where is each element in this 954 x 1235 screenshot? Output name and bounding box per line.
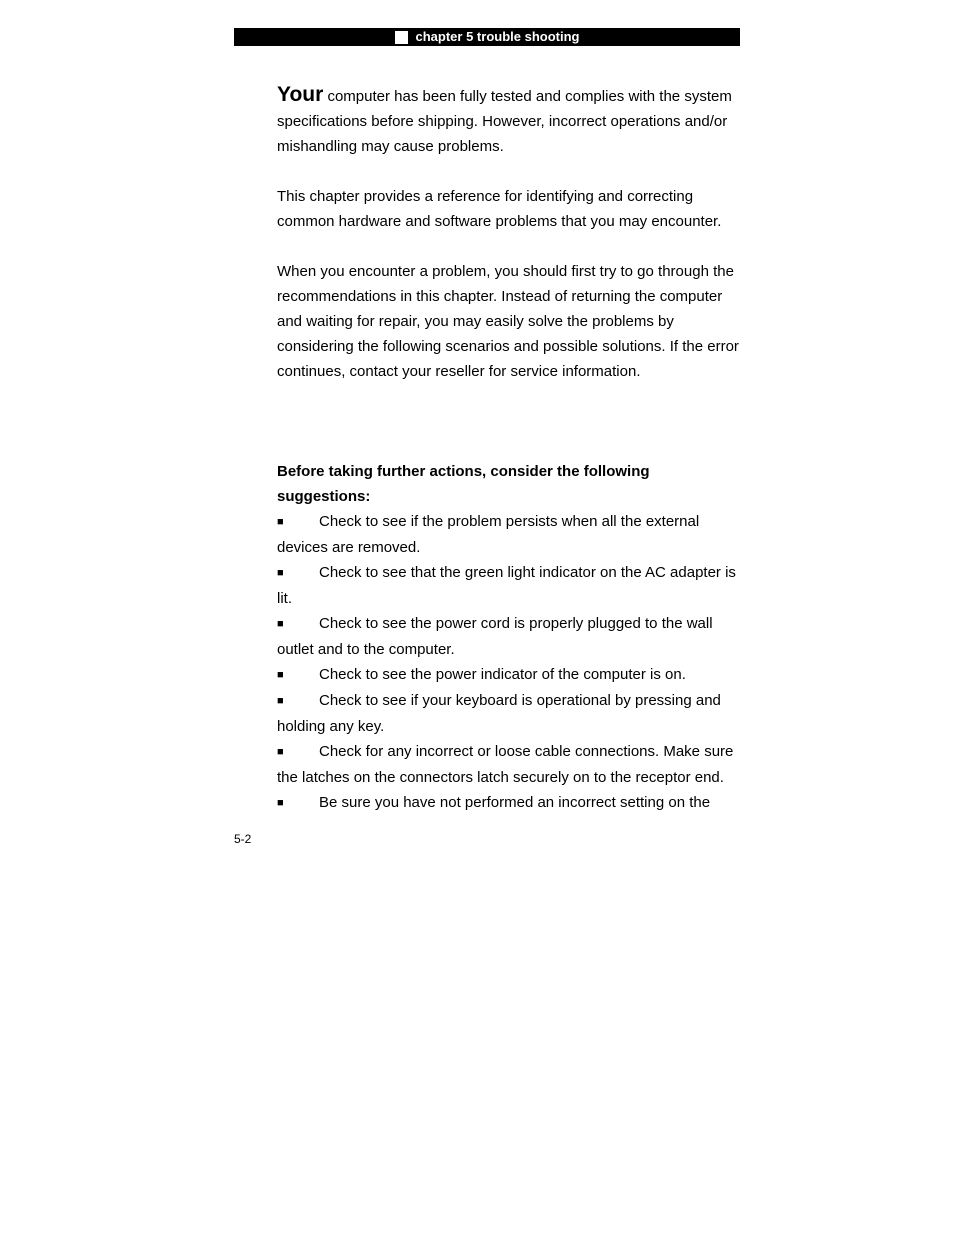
list-item-text: Check for any incorrect or loose cable connections. Make sure the latches on the connectors latch securely on to the receptor end. (277, 743, 734, 786)
list-item (277, 739, 747, 790)
intro-paragraph (277, 82, 747, 159)
suggestions-heading: Before taking further actions, consider the following suggestions: (277, 463, 650, 505)
black-square-bullet-icon: ■ (277, 797, 284, 809)
intro-text: computer has been fully tested and complies with the system specifications before shipping. However, incorrect operations and/or mishandling may cause problems. (277, 88, 732, 155)
intro-first-word: Your (277, 83, 324, 106)
black-square-bullet-icon: ■ (277, 695, 284, 707)
page-content (277, 82, 747, 816)
list-item (277, 662, 747, 688)
list-item-text: Check to see if the problem persists when all the external devices are removed. (277, 513, 700, 556)
paragraph-recommendations: When you encounter a problem, you should first try to go through the recommendations in this chapter. Instead of returning the computer and waiting for repair, you may easily solve the problems by considering the following scenarios and possible solutions. If the error continues, contact your reseller for service information. (277, 263, 739, 380)
spacer (277, 384, 747, 459)
list-item-text: Check to see that the green light indicator on the AC adapter is lit. (277, 564, 736, 607)
list-item (277, 509, 747, 560)
list-item (277, 560, 747, 611)
page-number: 5-2 (234, 832, 252, 846)
spacer (277, 159, 747, 184)
chapter-header-bar (234, 28, 740, 46)
black-square-bullet-icon: ■ (277, 669, 284, 681)
black-square-bullet-icon: ■ (277, 618, 284, 630)
black-square-bullet-icon: ■ (277, 746, 284, 758)
black-square-bullet-icon: ■ (277, 567, 284, 579)
list-item (277, 611, 747, 662)
list-item-text: Check to see if your keyboard is operational by pressing and holding any key. (277, 692, 721, 735)
list-item (277, 688, 747, 739)
list-item-text: Check to see the power indicator of the computer is on. (319, 666, 686, 683)
list-item (277, 790, 747, 816)
chapter-title: chapter 5 trouble shooting (415, 29, 580, 44)
list-item-text: Be sure you have not performed an incorrect setting on the (319, 794, 711, 811)
spacer (277, 234, 747, 259)
list-item-text: Check to see the power cord is properly plugged to the wall outlet and to the computer. (277, 615, 713, 658)
white-square-icon (395, 31, 408, 44)
black-square-bullet-icon: ■ (277, 516, 284, 528)
paragraph-reference: This chapter provides a reference for identifying and correcting common hardware and software problems that you may encounter. (277, 188, 722, 230)
